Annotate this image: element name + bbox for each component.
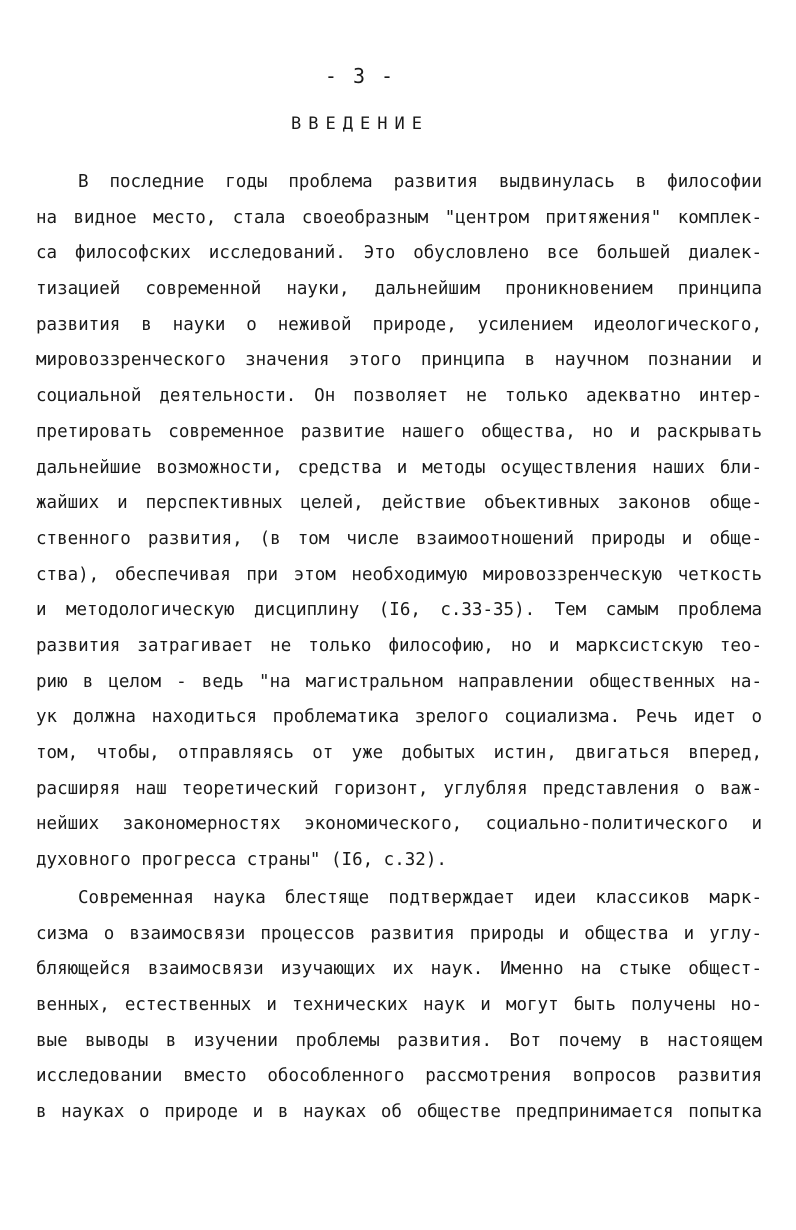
text-line: тизацией современной науки, дальнейшим проникновением принципа [36,279,762,300]
text-line: ственного развития, (в том числе взаимоотношений природы и обще- [36,528,762,549]
text-line: претировать современное развитие нашего общества, но и раскрывать [36,421,762,442]
section-heading: ВВЕДЕНИЕ [291,114,429,134]
text-line: рию в целом - ведь "на магистральном направлении общественных на- [36,671,762,692]
paragraph-1 [36,165,762,879]
text-line: венных, естественных и технических наук и могут быть получены но- [36,995,762,1016]
text-line: и методологическую дисциплину (I6, с.33-35). Тем самым проблема [36,600,762,621]
text-line: нейших закономерностях экономического, социально-политического и [36,814,762,835]
text-line: са философских исследований. Это обусловлено все большей диалек- [36,243,762,264]
text-line: ук должна находиться проблематика зрелого социализма. Речь идет о [36,707,762,728]
text-line: Современная наука блестяще подтверждает идеи классиков марк- [78,888,762,908]
text-line: вые выводы в изучении проблемы развития. Вот почему в настоящем [36,1030,762,1051]
text-line: мировоззренческого значения этого принципа в научном познании и [36,350,762,371]
text-line: развития в науки о неживой природе, усилением идеологического, [36,314,762,335]
text-line: социальной деятельности. Он позволяет не только адекватно интер- [36,386,762,407]
text-line: сизма о взаимосвязи процессов развития природы и общества и углу- [36,923,762,944]
text-line: ства), обеспечивая при этом необходимую мировоззренческую четкость [36,564,762,585]
text-line: в науках о природе и в науках об обществе предпринимается попытка [36,1102,762,1123]
text-line: жайших и перспективных целей, действие объективных законов обще- [36,493,762,514]
text-line: расширяя наш теоретический горизонт, углубляя представления о важ- [36,778,762,799]
text-line: исследовании вместо обособленного рассмотрения вопросов развития [36,1066,762,1087]
text-line: В последние годы проблема развития выдвинулась в философии [78,172,762,192]
text-line: духовного прогресса страны" (I6, с.32). [36,850,447,871]
text-line: развития затрагивает не только философию, но и марксистскую тео- [36,635,762,656]
text-line: на видное место, стала своеобразным "центром притяжения" комплек- [36,207,762,228]
text-line: дальнейшие возможности, средства и методы осуществления наших бли- [36,457,762,478]
page-number: - 3 - [324,64,396,88]
text-line: бляющейся взаимосвязи изучающих их наук. Именно на стыке общест- [36,959,762,980]
text-line: том, чтобы, отправляясь от уже добытых истин, двигаться вперед, [36,743,762,763]
paragraph-2 [36,881,762,1131]
